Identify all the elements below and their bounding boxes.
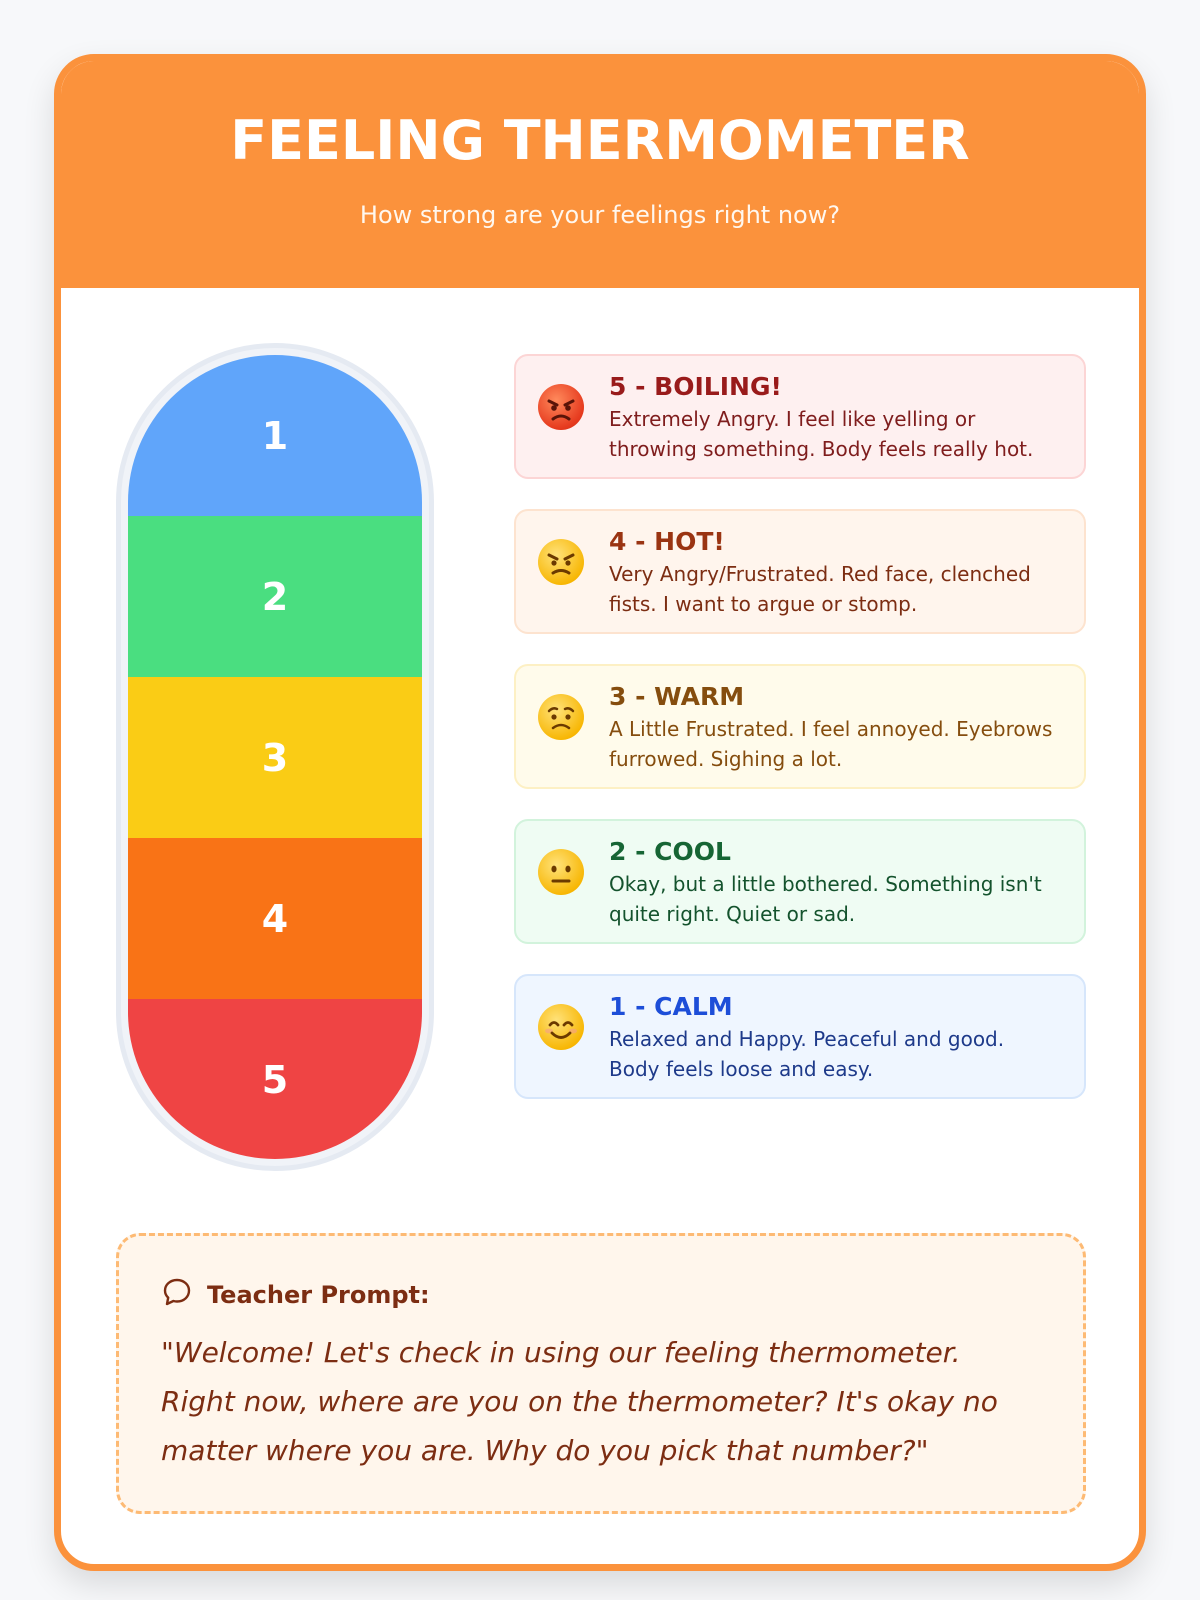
level-description: Okay, but a little bothered. Something isn't quite right. Quiet or sad. — [609, 872, 1042, 926]
level-title: 3 - WARM — [609, 682, 745, 711]
thermometer-level-5[interactable] — [128, 999, 422, 1159]
level-number: 3 — [261, 735, 289, 780]
teacher-prompt — [116, 1233, 1086, 1514]
thermometer-scale — [128, 355, 422, 1159]
level-description: Extremely Angry. I feel like yelling or throwing something. Body feels really hot. — [609, 407, 1034, 461]
level-title: 5 - BOILING! — [609, 372, 782, 401]
page-subtitle: How strong are your feelings right now? — [359, 201, 841, 229]
thermometer — [116, 343, 434, 1171]
level-number: 2 — [261, 574, 289, 619]
teacher-prompt-label: Teacher Prompt: — [207, 1281, 430, 1309]
level-card-cool[interactable] — [514, 819, 1086, 944]
thermometer-level-3[interactable] — [128, 677, 422, 838]
level-description: Very Angry/Frustrated. Red face, clenched fists. I want to argue or stomp. — [609, 562, 1031, 616]
teacher-prompt-text: "Welcome! Let's check in using our feeling thermometer. Right now, where are you on the thermometer? It's okay no matter where you are. Why do you pick that number?" — [161, 1336, 998, 1467]
level-title: 1 - CALM — [609, 992, 733, 1021]
page-title: FEELING THERMOMETER — [230, 109, 970, 172]
level-number: 1 — [261, 413, 289, 458]
level-number: 4 — [261, 896, 289, 941]
speech-bubble-icon — [161, 1276, 193, 1314]
thermometer-level-2[interactable] — [128, 516, 422, 677]
level-card-calm[interactable] — [514, 974, 1086, 1099]
worried-face-icon — [538, 694, 584, 740]
teacher-prompt-heading — [161, 1280, 430, 1310]
angry-face-icon — [538, 539, 584, 585]
level-title: 4 - HOT! — [609, 527, 725, 556]
thermometer-level-4[interactable] — [128, 838, 422, 999]
thermometer-level-1[interactable] — [128, 355, 422, 516]
header — [61, 61, 1139, 288]
level-card-hot[interactable] — [514, 509, 1086, 634]
level-description: Relaxed and Happy. Peaceful and good. Body feels loose and easy. — [609, 1027, 1005, 1081]
enraged-face-icon — [538, 384, 584, 430]
smiling-face-icon — [538, 1004, 584, 1050]
neutral-face-icon — [538, 849, 584, 895]
level-number: 5 — [261, 1057, 289, 1102]
level-card-warm[interactable] — [514, 664, 1086, 789]
feeling-thermometer-card — [54, 54, 1146, 1571]
level-card-boiling[interactable] — [514, 354, 1086, 479]
level-title: 2 - COOL — [609, 837, 731, 866]
level-description: A Little Frustrated. I feel annoyed. Eyebrows furrowed. Sighing a lot. — [609, 717, 1053, 771]
